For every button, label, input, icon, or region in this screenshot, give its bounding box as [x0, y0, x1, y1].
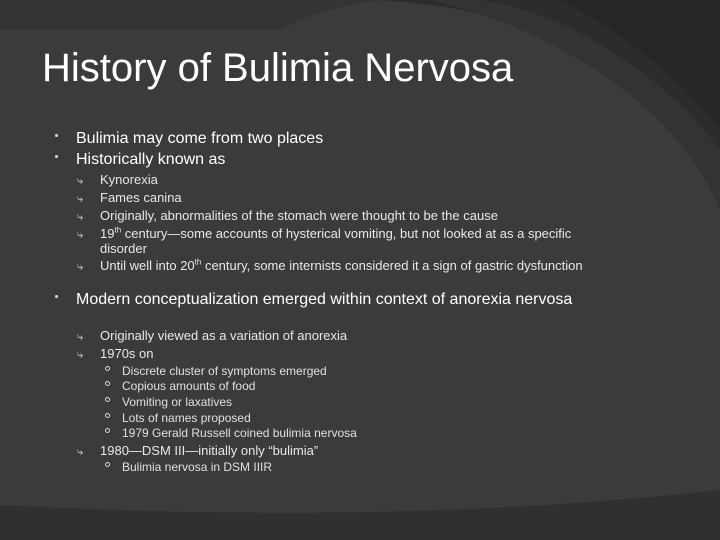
bullet-l1 — [76, 291, 596, 308]
dot-bullet-icon — [55, 155, 58, 158]
circle-bullet-icon — [105, 381, 110, 386]
superscript: th — [194, 257, 202, 267]
bullet-text: Lots of names proposed — [122, 411, 251, 425]
bullet-text: Modern conceptualization emerged within context of anorexia nervosa — [76, 291, 573, 308]
slide-title: History of Bulimia Nervosa — [42, 46, 514, 90]
bullet-l2 — [77, 190, 600, 205]
bullet-text: Vomiting or laxatives — [122, 395, 233, 409]
bullet-text: century, some internists considered it a sign of gastric dysfunction — [201, 258, 583, 273]
bullet-text: 1980—DSM III—initially only “bulimia” — [100, 443, 319, 458]
bullet-l3 — [122, 411, 251, 425]
curved-arrow-bullet-icon: ⤷ — [77, 261, 84, 273]
bullet-l3 — [122, 364, 327, 378]
bullet-text: Bulimia may come from two places — [76, 130, 324, 147]
bullet-l3 — [122, 426, 357, 440]
bullet-l3 — [122, 379, 255, 393]
bullet-text: Kynorexia — [100, 172, 158, 187]
bullet-l2 — [77, 225, 590, 256]
bullet-text: Fames canina — [100, 190, 182, 205]
bullet-text: Bulimia nervosa in DSM IIIR — [122, 460, 273, 474]
century-number: 19 — [100, 226, 115, 241]
bullet-text: 1970s on — [100, 346, 154, 361]
curved-arrow-bullet-icon: ⤷ — [77, 446, 84, 458]
curved-arrow-bullet-icon: ⤷ — [77, 211, 84, 223]
bullet-text: century—some accounts of hysterical vomiting, but not looked at as a specific disorder — [100, 226, 572, 256]
bullet-text: Historically known as — [76, 151, 226, 168]
curved-arrow-bullet-icon: ⤷ — [77, 175, 84, 187]
bullet-l3 — [122, 460, 272, 474]
bullet-l2 — [77, 172, 600, 187]
dot-bullet-icon — [55, 134, 58, 137]
bullet-text: Copious amounts of food — [122, 379, 256, 393]
curved-arrow-bullet-icon: ⤷ — [77, 229, 84, 241]
bullet-text: Originally, abnormalities of the stomach were thought to be the cause — [100, 208, 498, 223]
bullet-text: Until well into 20 — [100, 258, 195, 273]
bullet-text: 1979 Gerald Russell coined bulimia nervosa — [122, 426, 357, 440]
dot-bullet-icon — [55, 295, 58, 298]
superscript: th — [114, 225, 122, 235]
curved-arrow-bullet-icon: ⤷ — [77, 331, 84, 343]
bullet-l1 — [76, 130, 323, 147]
circle-bullet-icon — [105, 366, 110, 371]
curved-arrow-bullet-icon: ⤷ — [77, 349, 84, 361]
circle-bullet-icon — [105, 462, 110, 467]
circle-bullet-icon — [105, 397, 110, 402]
bullet-l2 — [77, 346, 600, 361]
bullet-l3 — [122, 395, 232, 409]
curved-arrow-bullet-icon: ⤷ — [77, 193, 84, 205]
bullet-l2 — [77, 328, 600, 343]
bullet-text: Originally viewed as a variation of anorexia — [100, 328, 348, 343]
bullet-text: Discrete cluster of symptoms emerged — [122, 364, 327, 378]
bullet-l2 — [77, 443, 600, 458]
bullet-l2 — [77, 257, 590, 273]
bullet-l2 — [77, 208, 600, 223]
circle-bullet-icon — [105, 428, 110, 433]
circle-bullet-icon — [105, 413, 110, 418]
bullet-l1 — [76, 151, 225, 168]
